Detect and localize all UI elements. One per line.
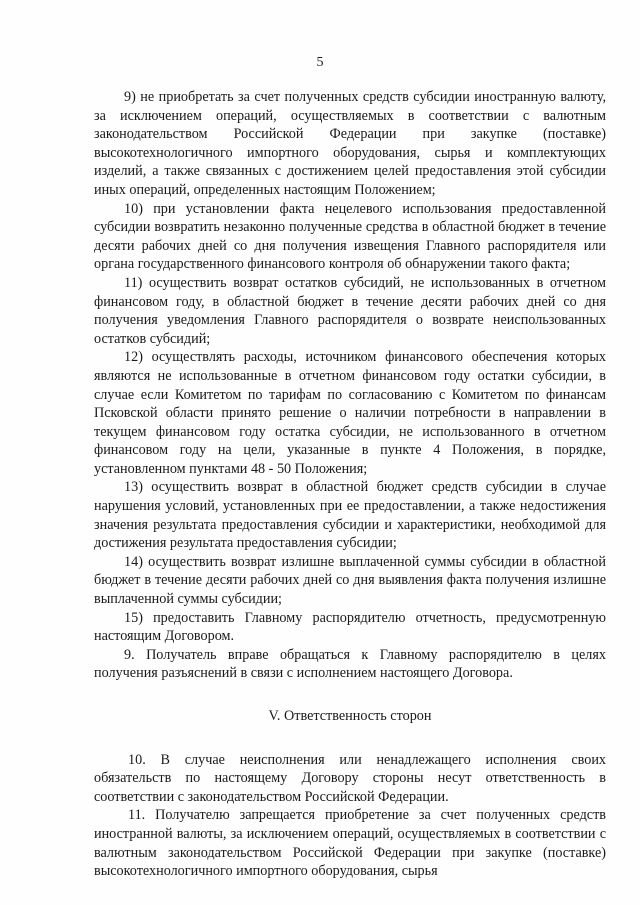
paragraph-clause-11: 11. Получателю запрещается приобретение за счет полученных средств иностранной валюты, за исключением операций, осуществляемых в соответствии с валютным законодательством Российской Федерации при закупке (поставке) высокотехнологичного импортного оборудования, сырья bbox=[94, 807, 606, 880]
paragraph-item-10: 10) при установлении факта нецелевого использования предоставленной субсидии возвратить незаконно полученные средства в областной бюджет в течение десяти рабочих дней со дня получения извещения Главного распорядителя или органа государственного финансового контроля об обнаружении такого факта; bbox=[94, 200, 606, 273]
paragraph-item-15: 15) предоставить Главному распорядителю отчетность, предусмотренную настоящим Договором. bbox=[94, 609, 606, 645]
section-heading: V. Ответственность сторон bbox=[268, 708, 432, 724]
paragraph-item-14: 14) осуществить возврат излишне выплаченной суммы субсидии в областной бюджет в течение десяти рабочих дней со дня выявления факта получения излишне выплаченной суммы субсидии; bbox=[94, 553, 606, 608]
paragraph-item-9: 9) не приобретать за счет полученных средств субсидии иностранную валюту, за исключением операций, осуществляемых в соответствии с валютным законодательством Российской Федерации при закупке (поставке) высокотехнологичного импортного оборудования, сырья и комплектующих изделий, а также связанных с достижением целей предоставления этой субсидии иных операций, определенных настоящим Положением; bbox=[94, 89, 606, 198]
page-number: 5 bbox=[316, 55, 324, 70]
paragraph-item-13: 13) осуществить возврат в областной бюджет средств субсидии в случае нарушения условий, установленных при ее предоставлении, а также недостижения значения результата предоставления субсидии и характеристики, необходимой для достижения результата предоставления субсидии; bbox=[94, 479, 606, 552]
paragraph-item-11: 11) осуществить возврат остатков субсидий, не использованных в отчетном финансовом году, в областной бюджет в течение десяти рабочих дней со дня получения уведомления Главного распорядителя о возврате неиспользованных остатков субсидий; bbox=[94, 274, 606, 347]
paragraph-item-12: 12) осуществлять расходы, источником финансового обеспечения которых являются не использованные в отчетном финансовом году остатки субсидии, в случае если Комитетом по тарифам по согласованию с Комитетом по финансам Псковской области принято решение о наличии потребности в направлении в текущем финансовом году остатка субсидии, не использованного в отчетном финансовом году на цели, указанные в пункте 4 Положения, в порядке, установленном пунктами 48 - 50 Положения; bbox=[94, 349, 606, 477]
paragraph-clause-10: 10. В случае неисполнения или ненадлежащего исполнения своих обязательств по настоящему Договору стороны несут ответственность в соответствии с законодательством Российской Федерации. bbox=[94, 751, 606, 805]
paragraph-clause-9: 9. Получатель вправе обращаться к Главному распорядителю в целях получения разъяснений в связи с исполнением настоящего Договора. bbox=[94, 646, 606, 682]
document-body bbox=[94, 88, 606, 881]
